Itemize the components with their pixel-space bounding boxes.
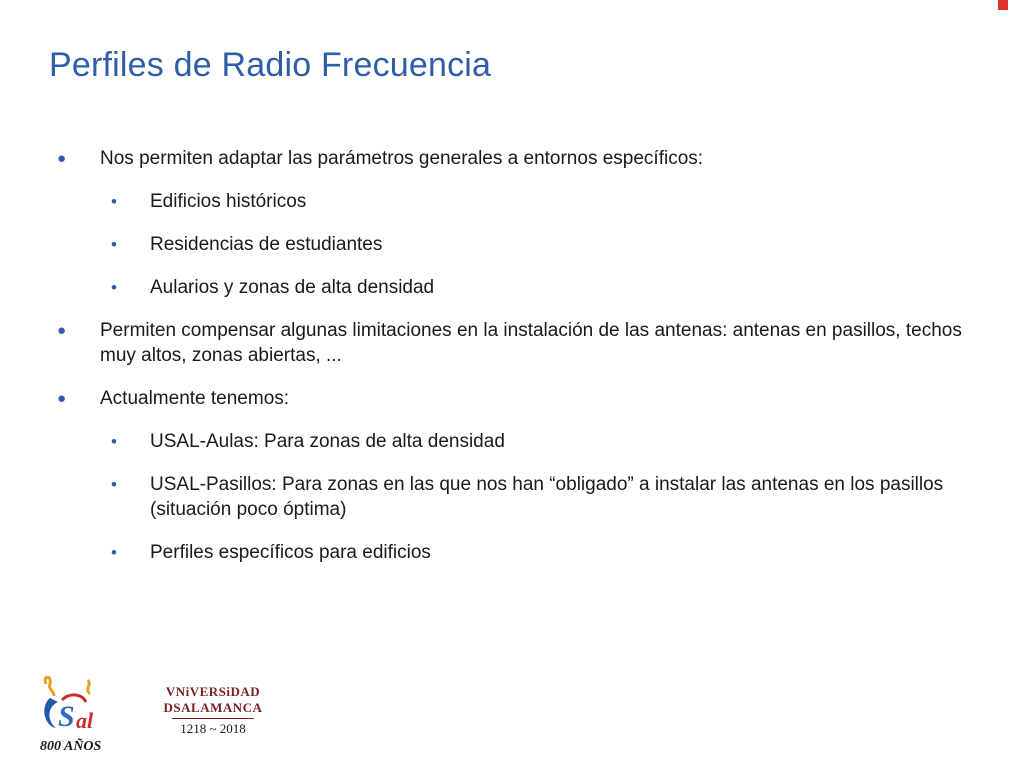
sub-bullet-icon: • [111, 192, 117, 211]
bullet-dot-icon: ● [57, 322, 67, 339]
svg-text:S: S [58, 700, 75, 733]
bullet-text: Nos permiten adaptar las parámetros generales a entornos específicos: [100, 148, 704, 169]
sub-bullet-icon: • [111, 278, 117, 297]
sub-bullet-item [0, 232, 990, 257]
sub-bullet-item [0, 429, 990, 454]
sub-bullet-item [0, 189, 990, 214]
bullet-text: USAL-Aulas: Para zonas de alta densidad [150, 431, 505, 452]
sub-bullet-item [0, 540, 990, 565]
bullet-text: Residencias de estudiantes [150, 234, 383, 255]
bullet-item [0, 318, 990, 368]
svg-text:al: al [76, 708, 94, 733]
corner-accent-mark [998, 0, 1008, 10]
bullet-text: Actualmente tenemos: [100, 388, 290, 409]
bullet-text: Edificios históricos [150, 191, 307, 212]
university-name-line2: DSALAMANCA [163, 700, 263, 715]
usal-800-logo [36, 676, 112, 756]
bullet-dot-icon: ● [57, 390, 67, 407]
bullet-text: Permiten compensar algunas limitaciones en la instalación de las antenas: antenas en pasillos, techos muy altos, zonas abiertas, ... [100, 320, 962, 366]
bullet-item [0, 386, 990, 411]
sub-bullet-icon: • [111, 432, 117, 451]
bullet-text: USAL-Pasillos: Para zonas en las que nos han “obligado” a instalar las antenas en los pasillos (situación poco óptima) [150, 474, 944, 520]
university-years: 1218 ~ 2018 [172, 718, 254, 741]
sub-bullet-icon: • [111, 475, 117, 494]
university-name-line1: VNiVERSiDAD [165, 684, 261, 699]
universidad-salamanca-logo [160, 684, 266, 748]
sub-bullet-item [0, 275, 990, 300]
sub-bullet-icon: • [111, 543, 117, 562]
sub-bullet-icon: • [111, 235, 117, 254]
bullet-list [0, 146, 1024, 565]
sub-bullet-item [0, 472, 990, 522]
bullet-item [0, 146, 990, 171]
bullet-text: Perfiles específicos para edificios [150, 542, 431, 563]
svg-text:800 AÑOS: 800 AÑOS [40, 739, 102, 754]
bullet-dot-icon: ● [57, 150, 67, 167]
slide-title: Perfiles de Radio Frecuencia [49, 46, 492, 84]
bullet-text: Aularios y zonas de alta densidad [150, 277, 435, 298]
